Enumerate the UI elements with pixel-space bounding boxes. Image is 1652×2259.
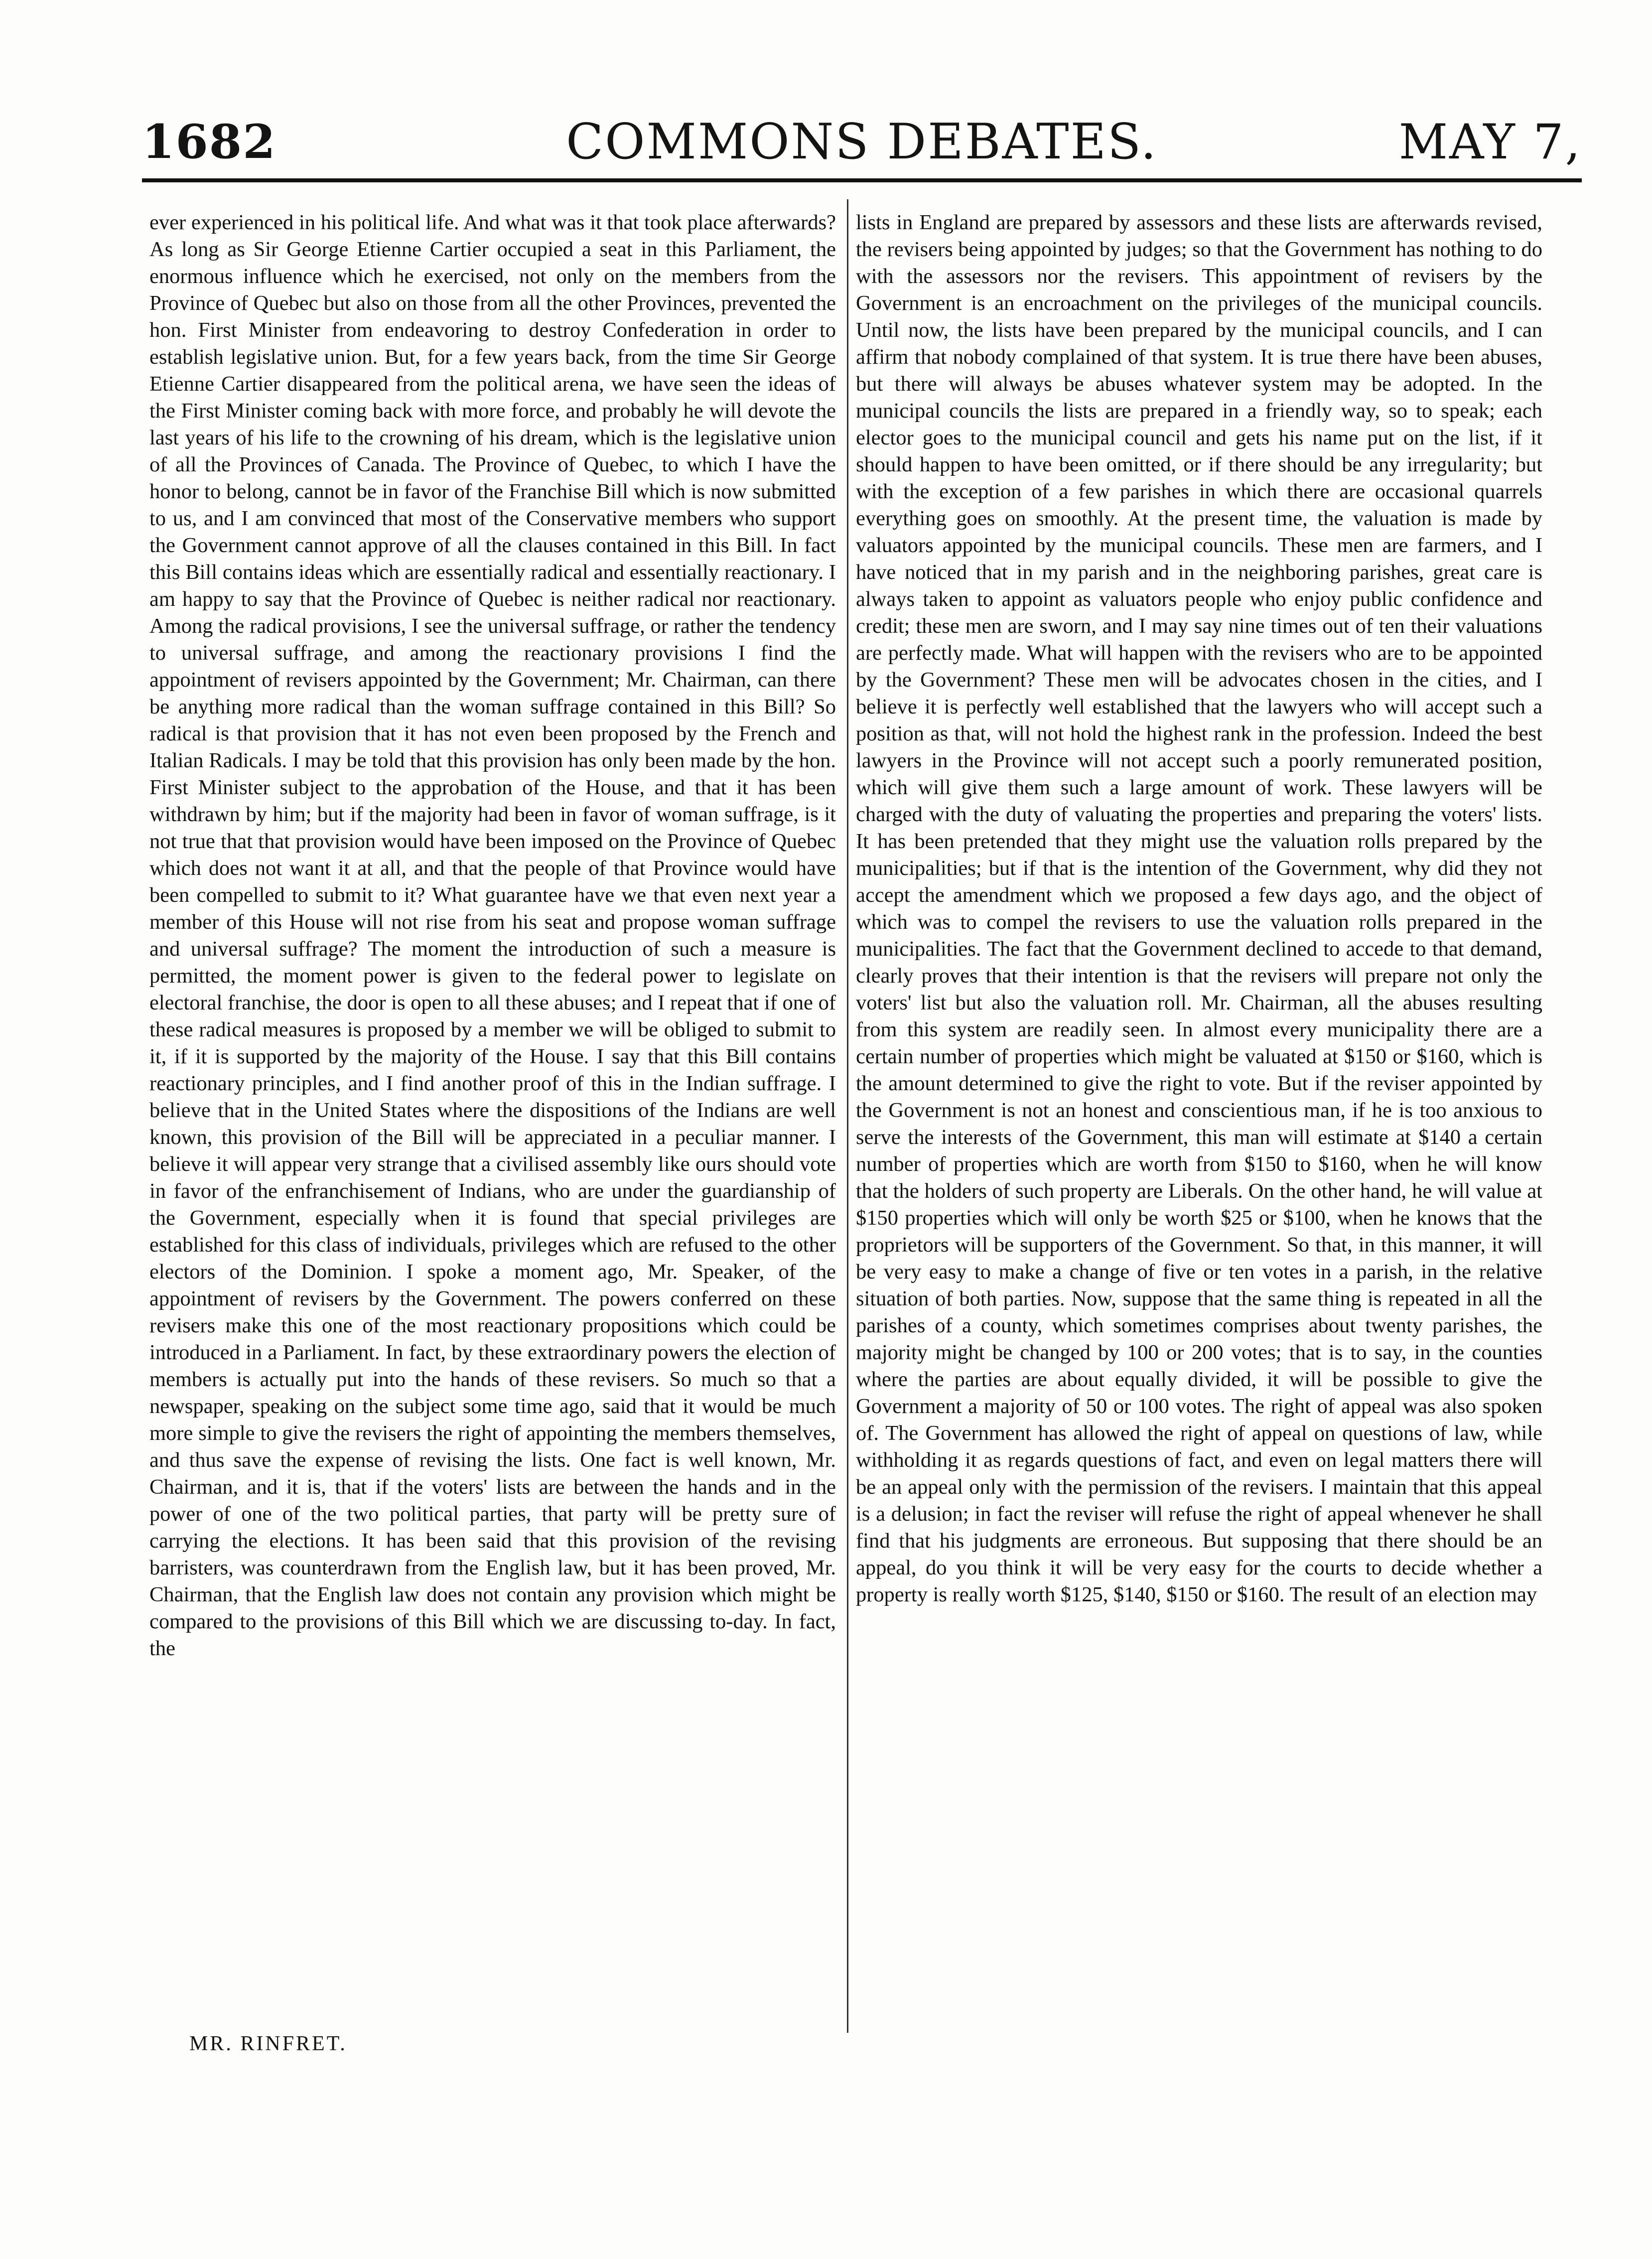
right-column-text: lists in England are prepared by assessors and these lists are afterwards revised, the revisers being appointed by judges; so that the Government has nothing to do with the assessors nor the revisers. This appointment of revisers by the Government is an encroachment on the privileges of the municipal councils. Until now, the lists have been prepared by the municipal councils, and I can affirm that nobody complained of that system. It is true there have been abuses, but there will always be abuses whatever system may be adopted. In the municipal councils the lists are prepared in a friendly way, so to speak; each elector goes to the municipal council and gets his name put on the list, if it should happen to have been omitted, or if there should be any irregularity; but with the exception of a few parishes in which there are occasional quarrels everything goes on smoothly. At the present time, the valuation is made by valuators appointed by the municipal councils. These men are farmers, and I have noticed that in my parish and in the neighboring parishes, great care is always taken to appoint as valuators people who enjoy public confidence and credit; these men are sworn, and I may say nine times out of ten their valuations are perfectly made. What will happen with the revisers who are to be appointed by the Government? These men will be advocates chosen in the cities, and I believe it is perfectly well established that the lawyers who will accept such a position as that, will not hold the highest rank in the profession. Indeed the best lawyers in the Province will not accept such a poorly remunerated position, which will give them such a large amount of work. These lawyers will be charged with the duty of valuating the properties and preparing the voters' lists. It has been pretended that they might use the valuation rolls prepared by the municipalities; but if that is the intention of the Government, why did they not accept the amendment which we proposed a few days ago, and the object of which was to compel the revisers to use the valuation rolls prepared in the municipalities. The fact that the Government declined to accede to that demand, clearly proves that their intention is that the revisers will prepare not only the voters' list but also the valuation roll. Mr. Chairman, all the abuses resulting from this system are readily seen. In almost every municipality there are a certain number of properties which might be valuated at $150 or $160, which is the amount determined to give the right to vote. But if the reviser appointed by the Government is not an honest and conscientious man, if he is too anxious to serve the interests of the Government, this man will estimate at $140 a certain number of properties which are worth from $150 to $160, when he will know that the holders of such property are Liberals. On the other hand, he will value at $150 properties which will only be worth $25 or $100, when he knows that the proprietors will be supporters of the Government. So that, in this manner, it will be very easy to make a change of five or ten votes in a parish, in the relative situation of both parties. Now, suppose that the same thing is repeated in all the parishes of a county, which sometimes comprises about twenty parishes, the majority might be changed by 100 or 200 votes; that is to say, in the counties where the parties are about equally divided, it will be possible to give the Government a majority of 50 or 100 votes. The right of appeal was also spoken of. The Government has allowed the right of appeal on questions of law, while withholding it as regards questions of fact, and even on legal matters there will be an appeal only with the permission of the revisers. I maintain that this appeal is a delusion; in fact the reviser will refuse the right of appeal whenever he shall find that his judgments are erroneous. But supposing that there should be an appeal, do you think it will be very easy for the courts to decide whether a property is really worth $125, $140, $150 or $160. The result of an election may [856, 211, 1542, 1606]
text-column-right [856, 209, 1542, 2028]
page-date: MAY 7, [1398, 114, 1582, 170]
column-divider [847, 199, 848, 2033]
speaker-footer: MR. RINFRET. [189, 2032, 347, 2055]
header-rule [142, 178, 1582, 182]
left-column-text: ever experienced in his political life. And what was it that took place afterwards? As long as Sir George Etienne Cartier occupied a seat in this Parliament, the enormous influence which he exercised, not only on the members from the Province of Quebec but also on those from all the other Provinces, prevented the hon. First Minister from endeavoring to destroy Confederation in order to establish legislative union. But, for a few years back, from the time Sir George Etienne Cartier disappeared from the political arena, we have seen the ideas of the First Minister coming back with more force, and probably he will devote the last years of his life to the crowning of his dream, which is the legislative union of all the Provinces of Canada. The Province of Quebec, to which I have the honor to belong, cannot be in favor of the Franchise Bill which is now submitted to us, and I am convinced that most of the Conservative members who support the Government cannot approve of all the clauses contained in this Bill. In fact this Bill contains ideas which are essentially radical and essentially reactionary. I am happy to say that the Province of Quebec is neither radical nor reactionary. Among the radical provisions, I see the universal suffrage, or rather the tendency to universal suffrage, and among the reactionary provisions I find the appointment of revisers appointed by the Government; Mr. Chairman, can there be anything more radical than the woman suffrage contained in this Bill? So radical is that provision that it has not even been proposed by the French and Italian Radicals. I may be told that this provision has only been made by the hon. First Minister subject to the approbation of the House, and that it has been withdrawn by him; but if the majority had been in favor of woman suffrage, is it not true that that provision would have been imposed on the Province of Quebec which does not want it at all, and that the people of that Province would have been compelled to submit to it? What guarantee have we that even next year a member of this House will not rise from his seat and propose woman suffrage and universal suffrage? The moment the introduction of such a measure is permitted, the moment power is given to the federal power to legislate on electoral franchise, the door is open to all these abuses; and I repeat that if one of these radical measures is proposed by a member we will be obliged to submit to it, if it is supported by the majority of the House. I say that this Bill contains reactionary principles, and I find another proof of this in the Indian suffrage. I believe that in the United States where the dispositions of the Indians are well known, this provision of the Bill will be appreciated in a peculiar manner. I believe it will appear very strange that a civilised assembly like ours should vote in favor of the enfranchisement of Indians, who are under the guardianship of the Government, especially when it is found that special privileges are established for this class of individuals, privileges which are refused to the other electors of the Dominion. I spoke a moment ago, Mr. Speaker, of the appointment of revisers by the Government. The powers conferred on these revisers make this one of the most reactionary propositions which could be introduced in a Parliament. In fact, by these extraordinary powers the election of members is actually put into the hands of these revisers. So much so that a newspaper, speaking on the subject some time ago, said that it would be much more simple to give the revisers the right of appointing the members themselves, and thus save the expense of revising the lists. One fact is well known, Mr. Chairman, and it is, that if the voters' lists are between the hands and in the power of one of the two political parties, that party will be pretty sure of carrying the elections. It has been said that this provision of the revising barristers, was counterdrawn from the English law, but it has been proved, Mr. Chairman, that the English law does not contain any provision which might be compared to the provisions of this Bill which we are discussing to-day. In fact, the [149, 211, 836, 1660]
publication-title: COMMONS DEBATES. [566, 114, 1158, 170]
text-column-left [149, 209, 836, 2028]
running-header [142, 110, 1582, 174]
page-number: 1682 [142, 115, 276, 169]
